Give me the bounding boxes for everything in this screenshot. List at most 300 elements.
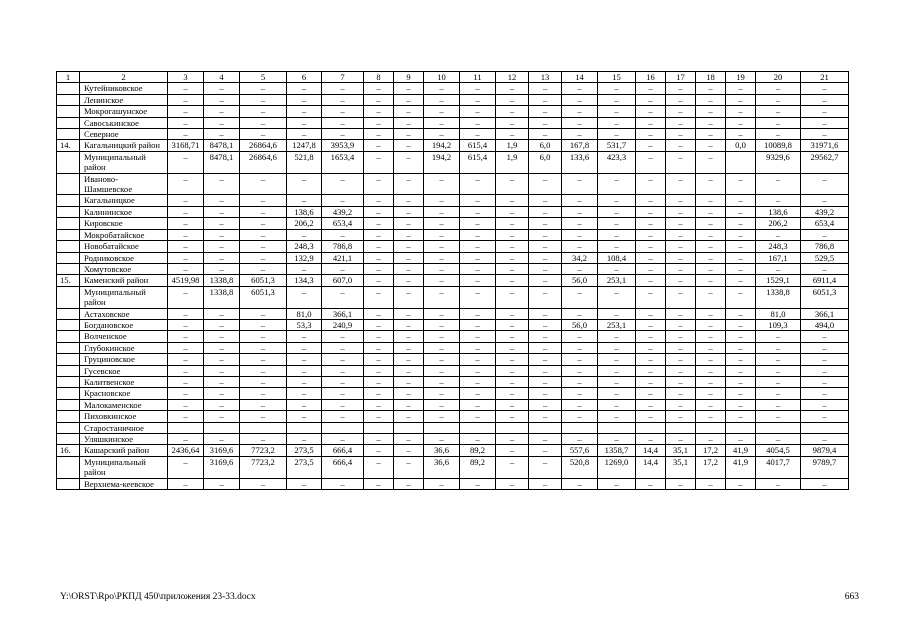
municipality-name: Новобатайское <box>80 241 168 252</box>
table-cell: – <box>562 376 598 387</box>
table-cell: – <box>460 195 496 206</box>
table-cell: – <box>496 445 529 456</box>
table-cell: – <box>364 365 394 376</box>
table-cell: – <box>562 263 598 274</box>
table-cell: – <box>460 241 496 252</box>
table-cell <box>726 151 756 173</box>
table-cell: – <box>801 434 849 445</box>
table-cell: – <box>756 342 801 353</box>
table-cell: – <box>287 286 322 308</box>
row-number: 14. <box>57 140 80 151</box>
row-number <box>57 218 80 229</box>
table-cell: – <box>204 342 240 353</box>
table-cell: – <box>322 411 364 422</box>
table-row <box>57 388 849 399</box>
table-cell: – <box>496 263 529 274</box>
table-cell: 7723,2 <box>240 445 287 456</box>
column-header: 5 <box>240 72 287 83</box>
table-cell: – <box>496 365 529 376</box>
table-cell: – <box>322 83 364 94</box>
table-cell: – <box>666 229 696 240</box>
table-cell: – <box>364 173 394 195</box>
table-cell: – <box>394 206 424 217</box>
table-cell <box>636 422 666 433</box>
table-cell: – <box>801 94 849 105</box>
table-cell: – <box>801 117 849 128</box>
table-cell: – <box>240 365 287 376</box>
table-cell: – <box>322 365 364 376</box>
table-cell: – <box>204 411 240 422</box>
table-cell: – <box>636 263 666 274</box>
table-cell: – <box>726 83 756 94</box>
table-cell: – <box>598 478 636 489</box>
table-cell: – <box>394 445 424 456</box>
row-number <box>57 229 80 240</box>
table-cell: – <box>204 173 240 195</box>
table-cell: – <box>696 342 726 353</box>
table-cell: 521,8 <box>287 151 322 173</box>
table-cell: 1529,1 <box>756 275 801 286</box>
table-row <box>57 376 849 387</box>
table-cell: – <box>529 388 562 399</box>
table-cell <box>756 422 801 433</box>
table-cell: – <box>240 83 287 94</box>
table-cell: – <box>204 434 240 445</box>
table-cell: – <box>562 83 598 94</box>
table-row <box>57 140 849 151</box>
table-cell: 109,3 <box>756 319 801 330</box>
table-cell: 1338,8 <box>756 286 801 308</box>
table-cell: – <box>364 308 394 319</box>
table-cell: 1269,0 <box>598 456 636 478</box>
table-cell <box>598 422 636 433</box>
table-cell: – <box>801 263 849 274</box>
municipality-name: Савоськинское <box>80 117 168 128</box>
table-cell: 273,5 <box>287 456 322 478</box>
table-cell: – <box>394 388 424 399</box>
table-cell: – <box>460 275 496 286</box>
table-cell: – <box>529 229 562 240</box>
table-cell: – <box>696 241 726 252</box>
column-header: 18 <box>696 72 726 83</box>
table-cell: – <box>756 229 801 240</box>
table-cell: – <box>726 195 756 206</box>
table-cell: 520,8 <box>562 456 598 478</box>
table-cell: – <box>801 229 849 240</box>
table-cell: – <box>666 342 696 353</box>
table-cell: 53,3 <box>287 319 322 330</box>
table-cell: – <box>204 399 240 410</box>
table-cell: 81,0 <box>756 308 801 319</box>
table-cell: – <box>801 354 849 365</box>
table-cell: – <box>562 173 598 195</box>
table-cell: – <box>168 229 204 240</box>
table-cell: – <box>529 173 562 195</box>
table-cell: – <box>636 365 666 376</box>
table-cell: – <box>394 140 424 151</box>
table-cell: 248,3 <box>756 241 801 252</box>
table-cell <box>424 422 460 433</box>
table-cell: – <box>460 206 496 217</box>
table-cell: – <box>168 456 204 478</box>
table-cell: – <box>726 263 756 274</box>
table-row <box>57 229 849 240</box>
row-number <box>57 195 80 206</box>
table-cell: – <box>666 129 696 140</box>
table-cell: – <box>529 286 562 308</box>
table-cell: – <box>598 263 636 274</box>
table-cell: – <box>394 263 424 274</box>
table-cell: – <box>287 263 322 274</box>
table-cell: – <box>424 275 460 286</box>
table-cell: – <box>529 275 562 286</box>
table-cell: – <box>696 263 726 274</box>
table-cell: – <box>636 308 666 319</box>
table-cell: – <box>424 354 460 365</box>
table-cell: – <box>364 456 394 478</box>
table-cell: – <box>529 445 562 456</box>
table-cell: – <box>204 218 240 229</box>
column-header: 21 <box>801 72 849 83</box>
table-cell: – <box>666 388 696 399</box>
column-header: 20 <box>756 72 801 83</box>
table-cell: – <box>322 399 364 410</box>
table-cell: 786,8 <box>801 241 849 252</box>
table-cell: – <box>696 83 726 94</box>
table-cell: – <box>322 94 364 105</box>
table-cell: – <box>168 478 204 489</box>
row-number <box>57 331 80 342</box>
table-cell: – <box>598 388 636 399</box>
table-cell: 167,8 <box>562 140 598 151</box>
table-cell: – <box>204 252 240 263</box>
table-cell: – <box>240 388 287 399</box>
table-cell: – <box>562 388 598 399</box>
table-cell: – <box>666 206 696 217</box>
table-cell: – <box>394 286 424 308</box>
table-cell: – <box>322 129 364 140</box>
municipality-name: Груциновское <box>80 354 168 365</box>
table-cell: – <box>364 218 394 229</box>
table-cell: – <box>529 94 562 105</box>
table-cell: – <box>726 117 756 128</box>
table-cell: – <box>240 173 287 195</box>
table-cell: – <box>636 140 666 151</box>
table-cell: – <box>424 411 460 422</box>
table-cell: – <box>801 411 849 422</box>
table-cell: – <box>240 376 287 387</box>
table-cell: – <box>204 83 240 94</box>
table-cell: – <box>756 263 801 274</box>
table-cell: – <box>756 354 801 365</box>
table-cell: – <box>726 376 756 387</box>
table-row <box>57 342 849 353</box>
table-cell: – <box>496 94 529 105</box>
table-cell: – <box>240 331 287 342</box>
table-row <box>57 434 849 445</box>
table-cell: – <box>287 94 322 105</box>
table-cell: – <box>726 365 756 376</box>
table-cell: 666,4 <box>322 456 364 478</box>
row-number <box>57 478 80 489</box>
table-cell: 653,4 <box>322 218 364 229</box>
table-cell: – <box>562 478 598 489</box>
table-cell: – <box>168 411 204 422</box>
table-cell: – <box>726 319 756 330</box>
table-cell: – <box>424 195 460 206</box>
table-cell: – <box>287 399 322 410</box>
table-cell: – <box>168 195 204 206</box>
table-row <box>57 151 849 173</box>
table-cell: – <box>168 399 204 410</box>
table-cell: – <box>424 229 460 240</box>
table-cell: – <box>756 195 801 206</box>
column-header: 3 <box>168 72 204 83</box>
table-cell <box>666 422 696 433</box>
table-cell: – <box>801 106 849 117</box>
municipality-name: Каменский район <box>80 275 168 286</box>
table-cell: – <box>756 399 801 410</box>
table-cell: – <box>364 151 394 173</box>
table-cell: – <box>394 229 424 240</box>
table-cell: – <box>562 106 598 117</box>
row-number <box>57 94 80 105</box>
municipality-name: Кагальницкий район <box>80 140 168 151</box>
table-cell: – <box>287 388 322 399</box>
table-cell: – <box>529 456 562 478</box>
table-cell: – <box>801 478 849 489</box>
table-cell: – <box>287 411 322 422</box>
table-cell: – <box>666 478 696 489</box>
column-header: 19 <box>726 72 756 83</box>
table-cell: – <box>168 151 204 173</box>
table-cell: – <box>598 117 636 128</box>
table-cell: – <box>496 354 529 365</box>
table-cell: – <box>460 365 496 376</box>
table-cell: – <box>636 342 666 353</box>
table-cell: – <box>204 229 240 240</box>
table-cell: – <box>424 365 460 376</box>
table-cell: – <box>666 308 696 319</box>
table-cell: – <box>666 252 696 263</box>
table-cell: – <box>394 331 424 342</box>
municipality-name: Богдановское <box>80 319 168 330</box>
table-cell: – <box>204 308 240 319</box>
table-cell: – <box>394 399 424 410</box>
table-cell: 132,9 <box>287 252 322 263</box>
table-cell: – <box>696 399 726 410</box>
municipality-name: Пиховкинское <box>80 411 168 422</box>
table-cell: – <box>424 206 460 217</box>
table-cell: – <box>364 445 394 456</box>
table-cell: – <box>756 434 801 445</box>
table-cell <box>240 422 287 433</box>
table-cell <box>168 422 204 433</box>
table-cell: – <box>424 117 460 128</box>
row-number <box>57 376 80 387</box>
municipality-name: Мокрогашунское <box>80 106 168 117</box>
table-cell: – <box>424 263 460 274</box>
table-cell: – <box>598 308 636 319</box>
table-cell: – <box>636 241 666 252</box>
column-header: 12 <box>496 72 529 83</box>
table-cell: – <box>666 275 696 286</box>
table-cell: – <box>696 331 726 342</box>
municipality-name: Северное <box>80 129 168 140</box>
table-cell: – <box>424 308 460 319</box>
table-cell: – <box>168 342 204 353</box>
table-cell: 17,2 <box>696 445 726 456</box>
table-cell: – <box>168 94 204 105</box>
table-cell: – <box>287 342 322 353</box>
table-cell: – <box>496 319 529 330</box>
table-cell: – <box>562 434 598 445</box>
table-cell: – <box>240 195 287 206</box>
table-cell: – <box>562 129 598 140</box>
municipality-name: Малокаменское <box>80 399 168 410</box>
table-cell: – <box>204 331 240 342</box>
table-cell: – <box>529 319 562 330</box>
column-header: 11 <box>460 72 496 83</box>
table-cell: 7723,2 <box>240 456 287 478</box>
table-cell: – <box>394 151 424 173</box>
table-cell: – <box>204 241 240 252</box>
table-cell: – <box>696 218 726 229</box>
table-cell: – <box>460 388 496 399</box>
table-cell: – <box>598 241 636 252</box>
table-cell: – <box>529 252 562 263</box>
table-cell: 0,0 <box>726 140 756 151</box>
table-cell: – <box>364 376 394 387</box>
table-cell: – <box>204 376 240 387</box>
table-cell: 494,0 <box>801 319 849 330</box>
municipality-name: Ленинское <box>80 94 168 105</box>
column-header: 16 <box>636 72 666 83</box>
column-header: 9 <box>394 72 424 83</box>
row-number <box>57 308 80 319</box>
table-cell: – <box>726 252 756 263</box>
table-cell: – <box>496 456 529 478</box>
table-cell: – <box>322 106 364 117</box>
table-cell: 14,4 <box>636 456 666 478</box>
table-cell: – <box>496 229 529 240</box>
table-cell: – <box>496 206 529 217</box>
table-cell: – <box>666 83 696 94</box>
table-cell: – <box>168 129 204 140</box>
table-cell: – <box>168 263 204 274</box>
table-cell: 366,1 <box>322 308 364 319</box>
table-cell: – <box>168 173 204 195</box>
row-number <box>57 173 80 195</box>
table-cell: – <box>364 331 394 342</box>
table-cell: – <box>168 354 204 365</box>
municipality-name: Верхнема-кеевское <box>80 478 168 489</box>
table-cell: – <box>240 354 287 365</box>
row-number <box>57 422 80 433</box>
table-cell: 253,1 <box>598 275 636 286</box>
table-cell: – <box>322 354 364 365</box>
table-cell: – <box>696 319 726 330</box>
table-cell: – <box>287 229 322 240</box>
table-cell: 36,6 <box>424 456 460 478</box>
row-number <box>57 151 80 173</box>
table-cell: – <box>204 106 240 117</box>
table-cell: – <box>287 478 322 489</box>
column-header: 14 <box>562 72 598 83</box>
column-header: 13 <box>529 72 562 83</box>
table-cell: – <box>598 218 636 229</box>
footer-file-path: Y:\ORST\Rpo\РКПД 450\приложения 23-33.docx <box>60 592 256 602</box>
table-cell: 1653,4 <box>322 151 364 173</box>
table-cell: – <box>756 117 801 128</box>
table-cell: – <box>364 117 394 128</box>
table-cell: – <box>364 195 394 206</box>
table-cell: – <box>726 331 756 342</box>
table-cell: – <box>240 206 287 217</box>
table-cell: – <box>562 286 598 308</box>
table-cell: – <box>562 365 598 376</box>
table-cell: – <box>240 263 287 274</box>
municipality-name: Старостаничное <box>80 422 168 433</box>
table-cell: – <box>636 129 666 140</box>
table-cell: – <box>696 388 726 399</box>
table-cell: – <box>696 308 726 319</box>
table-cell: – <box>287 354 322 365</box>
row-number <box>57 342 80 353</box>
table-cell: – <box>204 117 240 128</box>
table-cell: – <box>801 399 849 410</box>
table-cell: 421,1 <box>322 252 364 263</box>
table-cell: – <box>529 106 562 117</box>
row-number <box>57 456 80 478</box>
table-cell: – <box>598 206 636 217</box>
table-cell: 31971,6 <box>801 140 849 151</box>
row-number: 15. <box>57 275 80 286</box>
row-number <box>57 319 80 330</box>
table-cell: – <box>287 129 322 140</box>
table-cell: 194,2 <box>424 140 460 151</box>
table-cell: – <box>636 94 666 105</box>
table-cell: – <box>666 241 696 252</box>
table-cell: 8478,1 <box>204 151 240 173</box>
table-cell: – <box>424 129 460 140</box>
table-cell: – <box>168 83 204 94</box>
row-number <box>57 399 80 410</box>
table-cell: – <box>424 173 460 195</box>
table-cell: 423,3 <box>598 151 636 173</box>
table-cell: – <box>204 319 240 330</box>
table-cell: 439,2 <box>322 206 364 217</box>
table-cell: – <box>598 354 636 365</box>
table-cell: – <box>598 434 636 445</box>
table-cell: 615,4 <box>460 140 496 151</box>
table-cell: – <box>756 106 801 117</box>
table-cell: – <box>726 434 756 445</box>
table-cell: 56,0 <box>562 275 598 286</box>
table-cell: – <box>726 275 756 286</box>
table-cell: – <box>756 365 801 376</box>
table-cell: – <box>666 286 696 308</box>
column-header: 8 <box>364 72 394 83</box>
table-cell: – <box>726 206 756 217</box>
row-number <box>57 252 80 263</box>
table-cell: – <box>598 83 636 94</box>
table-cell: 3168,71 <box>168 140 204 151</box>
table-cell: 4519,98 <box>168 275 204 286</box>
table-cell: – <box>168 117 204 128</box>
table-cell: – <box>696 286 726 308</box>
table-cell: – <box>598 376 636 387</box>
